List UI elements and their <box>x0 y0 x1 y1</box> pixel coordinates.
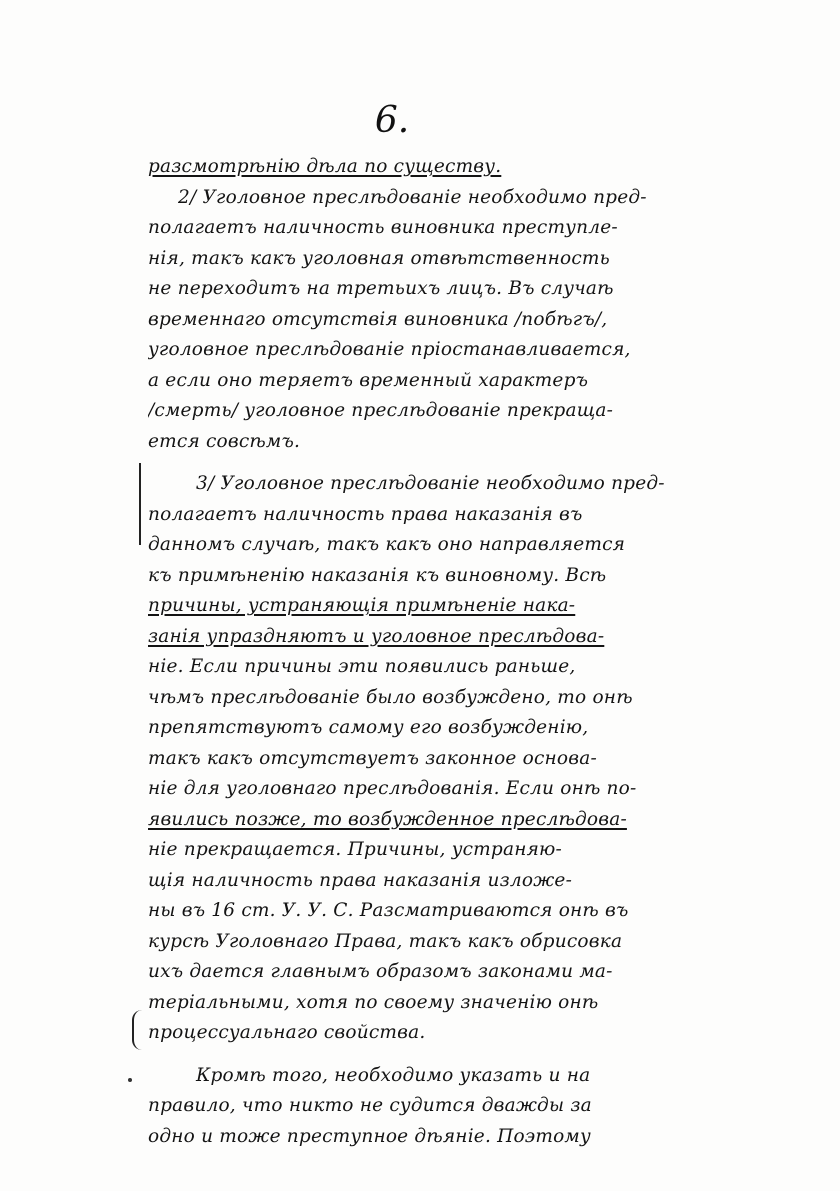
text-line: полагаетъ наличность права наказанія въ <box>148 503 583 525</box>
text-line: причины, устраняющія примѣненіе нака- <box>148 595 576 616</box>
margin-bracket <box>139 463 145 545</box>
text-line: курсѣ Уголовнаго Права, такъ какъ обрисовка <box>148 930 623 952</box>
text-line: не переходитъ на третьихъ лицъ. Въ случаѣ <box>148 278 614 299</box>
text-line: разсмотрѣнію дѣла по существу. <box>148 156 502 177</box>
text-line: данномъ случаѣ, такъ какъ оно направляется <box>148 534 626 555</box>
handwritten-text-block <box>148 152 718 1152</box>
text-line: ніе прекращается. Причины, устраняю- <box>148 839 562 860</box>
text-line: ихъ дается главнымъ образомъ законами ма- <box>148 961 613 982</box>
text-line: ется совсѣмъ. <box>148 430 301 452</box>
text-line: къ примѣненію наказанія къ виновному. Всѣ <box>148 564 607 586</box>
text-line: теріальными, хотя по своему значенію онѣ <box>148 991 599 1013</box>
text-line: препятствуютъ самому его возбужденію, <box>148 717 589 738</box>
text-line: щія наличность права наказанія изложе- <box>148 869 573 891</box>
text-line: а если оно теряетъ временный характеръ <box>148 369 589 391</box>
text-line: нія, такъ какъ уголовная отвѣтственность <box>148 247 610 269</box>
text-line: Кромѣ того, необходимо указать и на <box>196 1064 591 1086</box>
text-line: процессуальнаго свойства. <box>148 1022 426 1043</box>
text-line: явились позже, то возбужденное преслѣдова- <box>148 808 627 830</box>
text-line: уголовное преслѣдованіе пріостанавливается, <box>148 339 631 360</box>
text-line: временнаго отсутствія виновника /побѣгъ/, <box>148 308 608 330</box>
page-number: 6. <box>374 100 410 141</box>
text-line: такъ какъ отсутствуетъ законное основа- <box>148 747 597 769</box>
text-line: полагаетъ наличность виновника преступле- <box>148 217 618 238</box>
text-line: правило, что никто не судится дважды за <box>148 1095 592 1116</box>
text-line: ны въ 16 ст. У. У. С. Разсматриваются онѣ въ <box>148 900 629 921</box>
text-line: чѣмъ преслѣдованіе было возбуждено, то онѣ <box>148 686 633 708</box>
text-line: /смерть/ уголовное преслѣдованіе прекраща- <box>148 400 614 421</box>
ink-dot <box>128 1078 132 1082</box>
text-line: ніе. Если причины эти появились раньше, <box>148 656 576 677</box>
text-line: одно и тоже преступное дѣяніе. Поэтому <box>148 1125 591 1147</box>
text-line: занія упраздняютъ и уголовное преслѣдова- <box>148 625 605 647</box>
text-line: 2/ Уголовное преслѣдованіе необходимо пред- <box>178 186 647 208</box>
text-line: 3/ Уголовное преслѣдованіе необходимо пред- <box>196 473 665 494</box>
text-line: ніе для уголовнаго преслѣдованія. Если онѣ по- <box>148 778 637 799</box>
